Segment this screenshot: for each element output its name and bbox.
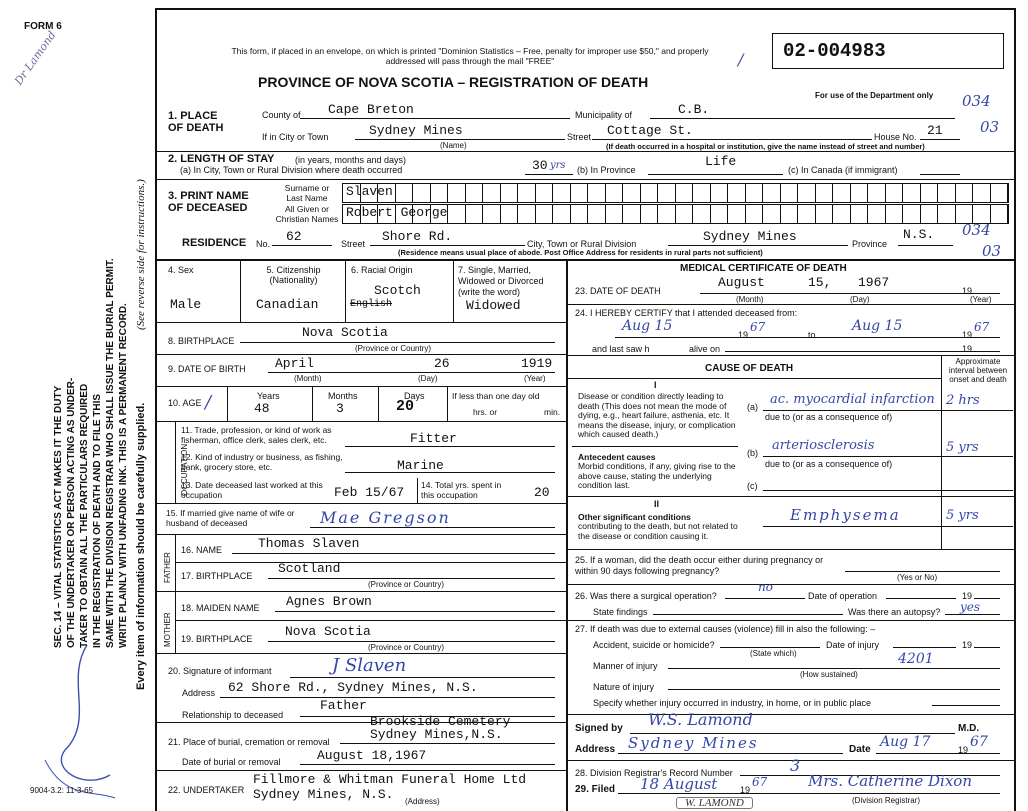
- dod-month: August: [718, 275, 765, 290]
- q28-label: 28. Division Registrar's Record Number: [575, 768, 733, 778]
- burial-place-label: 21. Place of burial, cremation or removal: [168, 737, 330, 747]
- antecedent-desc: Morbid conditions, if any, giving rise to the above cause, stating the underlying condition last.: [578, 461, 736, 490]
- dob-year: 1919: [521, 356, 553, 371]
- days-label: Days: [404, 391, 425, 401]
- house-value: 21: [927, 123, 943, 138]
- age-mark: /: [205, 392, 212, 413]
- op-date-label: Date of operation: [808, 591, 878, 601]
- md-label: M.D.: [958, 723, 980, 734]
- municipality-label: Municipality of: [575, 110, 633, 120]
- cause-b-value: arteriosclerosis: [772, 438, 875, 453]
- dod-day: 15,: [808, 275, 832, 290]
- surname-label: Surname or Last Name: [284, 183, 330, 203]
- dept-code-2: 03: [980, 118, 1000, 136]
- side-text-6: WRITE PLAINLY WITH UNFADING INK. THIS IS A PERMANENT RECORD.: [118, 303, 129, 648]
- undertaker-label: 22. UNDERTAKER: [168, 785, 245, 795]
- dept-code-3: 034: [962, 221, 991, 239]
- county-label: County of: [262, 110, 301, 120]
- cause-a-interval: 2 hrs: [946, 393, 980, 408]
- nature-label: Nature of injury: [593, 682, 655, 692]
- given-label: All Given or Christian Names: [275, 204, 339, 224]
- mail-notice: This form, if placed in an envelope, on which is printed "Dominion Statistics – Free, penalty for improper use $50," and properly addressed will pass through the mail "FREE": [231, 46, 709, 66]
- undertaker-addr-cap: (Address): [405, 797, 440, 806]
- stay-a-label: (a) In City, Town or Rural Division where death occurred: [180, 165, 403, 175]
- reg-number-box: [772, 33, 1004, 69]
- min-label: min.: [544, 407, 561, 417]
- stay-b-value: Life: [705, 154, 737, 169]
- mother-bp-value: Nova Scotia: [285, 624, 371, 639]
- street-label: Street: [567, 132, 592, 142]
- other-value: Emphysema: [790, 506, 901, 524]
- dob-month-cap: (Month): [294, 374, 322, 383]
- findings-label: State findings: [593, 607, 648, 617]
- street-value: Cottage St.: [607, 123, 693, 138]
- certify-from-19: 19: [738, 330, 749, 340]
- alive-label: alive on: [689, 344, 721, 354]
- stay-label: 2. LENGTH OF STAY: [168, 153, 275, 165]
- q26-label: 26. Was there a surgical operation?: [575, 591, 717, 601]
- accident-label: Accident, suicide or homicide?: [593, 640, 715, 650]
- dept-code-1: 034: [962, 92, 991, 110]
- burial-date-label: Date of burial or removal: [182, 757, 281, 767]
- certify-to-19: 19: [962, 330, 973, 340]
- res-province-label: Province: [852, 239, 888, 249]
- res-province-value: N.S.: [903, 227, 935, 242]
- father-bp-cap: (Province or Country): [368, 580, 445, 589]
- dob-month: April: [275, 356, 315, 371]
- q29-19: 19: [740, 785, 751, 795]
- dod-year: 1967: [858, 275, 890, 290]
- citizenship-value: Canadian: [256, 297, 319, 312]
- q29-value: 18 August: [640, 775, 718, 793]
- mother-bp-cap: (Province or Country): [368, 643, 445, 652]
- certify-to-label: to: [808, 330, 816, 340]
- cause-b-label: (b): [747, 448, 758, 458]
- sex-value: Male: [170, 297, 202, 312]
- injury-date-label: Date of injury: [826, 640, 880, 650]
- q29-label: 29. Filed: [575, 784, 616, 795]
- sex-label: 4. Sex: [168, 265, 194, 275]
- slash-mark: /: [738, 50, 744, 69]
- spouse-value: Mae Gregson: [320, 508, 451, 527]
- op-date-19: 19: [962, 591, 973, 601]
- q25-yes-no: (Yes or No): [897, 573, 938, 582]
- stay-sub: (in years, months and days): [295, 155, 407, 165]
- registrar-caption: (Division Registrar): [852, 796, 921, 805]
- house-label: House No.: [874, 132, 917, 142]
- years-label: Years: [257, 391, 280, 401]
- father-bp-label: 17. BIRTHPLACE: [181, 571, 253, 581]
- side-text-4: IN THE REGISTRATION OF DEATH AND TO FILE THIS: [92, 393, 103, 648]
- certify-to: Aug 15: [852, 318, 903, 334]
- stay-b-label: (b) In Province: [577, 165, 636, 175]
- birthplace-value: Nova Scotia: [302, 325, 388, 340]
- alive-19: 19: [962, 344, 973, 354]
- dod-19: 19: [962, 286, 973, 296]
- cause-a-label: (a): [747, 402, 758, 412]
- informant-addr-value: 62 Shore Rd., Sydney Mines, N.S.: [228, 680, 478, 695]
- cause-title: CAUSE OF DEATH: [705, 363, 794, 374]
- informant-sig: J Slaven: [332, 655, 407, 676]
- hospital-note: (If death occurred in a hospital or institution, give the name instead of street and number): [606, 142, 925, 151]
- occupation-side: OCCUPATION: [180, 443, 189, 496]
- left-border: [155, 8, 157, 811]
- marital-label: 7. Single, Married, Widowed or Divorced (write the word): [458, 265, 544, 297]
- city-label: If in City or Town: [262, 132, 329, 142]
- q29-year: 67: [752, 775, 768, 789]
- state-which: (State which): [750, 649, 797, 658]
- trade-label: 11. Trade, profession, or kind of work as fisherman, office clerk, sales clerk, etc.: [181, 425, 332, 445]
- roman-i: I: [654, 380, 657, 390]
- res-no-value: 62: [286, 229, 302, 244]
- racial-struck: English: [350, 299, 393, 310]
- autopsy-label: Was there an autopsy?: [848, 607, 941, 617]
- hrs-label: hrs. or: [473, 407, 498, 417]
- name-label: 3. PRINT NAME OF DECEASED: [168, 190, 249, 214]
- address-label: Address: [575, 744, 616, 755]
- registrar-signature: Mrs. Catherine Dixon: [808, 772, 972, 790]
- maiden-label: 18. MAIDEN NAME: [181, 603, 260, 613]
- undertaker-name: Fillmore & Whitman Funeral Home Ltd: [253, 772, 527, 787]
- dob-year-cap: (Year): [524, 374, 546, 383]
- certify-from-year: 67: [750, 320, 766, 334]
- q27-label: 27. If death was due to external causes (violence) fill in also the following: –: [575, 624, 876, 634]
- res-street-label: Street: [341, 239, 366, 249]
- due-label-2: due to (or as a consequence of): [765, 459, 893, 469]
- print-code: 9004-3.2: 11-3-65: [30, 786, 94, 795]
- medical-title: MEDICAL CERTIFICATE OF DEATH: [680, 263, 847, 274]
- informant-sig-label: 20. Signature of informant: [168, 666, 272, 676]
- name-caption: (Name): [440, 141, 467, 150]
- dod-label: 23. DATE OF DEATH: [575, 286, 661, 296]
- how-sustained: (How sustained): [800, 670, 858, 679]
- cause-c-label: (c): [747, 481, 758, 491]
- manner-value: 4201: [898, 651, 934, 667]
- res-no-label: No.: [256, 239, 271, 249]
- side-text-5: SAME WITH THE DIVISION REGISTRAR WHO SHALL ISSUE THE BURIAL PERMIT.: [105, 258, 116, 648]
- signed-label: Signed by: [575, 723, 623, 734]
- stay-a-value: 30: [532, 158, 548, 173]
- spouse-label: 15. If married give name of wife or husband of deceased: [166, 508, 295, 528]
- last-worked-value: Feb 15/67: [334, 485, 405, 500]
- citizenship-label: 5. Citizenship (Nationality): [266, 265, 321, 285]
- age-years: 48: [254, 401, 270, 416]
- lt-day-label: If less than one day old: [452, 391, 540, 401]
- dod-day-cap: (Day): [850, 295, 870, 304]
- manner-label: Manner of injury: [593, 661, 658, 671]
- residence-label: RESIDENCE: [182, 237, 247, 249]
- registrar-stamp: W. LAMOND: [676, 797, 753, 809]
- marital-value: Widowed: [466, 298, 521, 313]
- birthplace-caption: (Province or Country): [355, 344, 432, 353]
- informant-addr-label: Address: [182, 688, 216, 698]
- certify-from: Aug 15: [622, 318, 673, 334]
- form-number: FORM 6: [24, 21, 62, 32]
- side-text-1: SEC. 14 – VITAL STATISTICS ACT MAKES IT THE DUTY: [53, 385, 64, 648]
- father-name-value: Thomas Slaven: [258, 536, 360, 551]
- trade-value: Fitter: [410, 431, 457, 446]
- county-value: Cape Breton: [328, 102, 414, 117]
- specify-label: Specify whether injury occurred in industry, in home, or in public place: [593, 698, 871, 708]
- res-street-value: Shore Rd.: [382, 229, 453, 244]
- maiden-value: Agnes Brown: [286, 594, 372, 609]
- date-19: 19: [958, 745, 969, 755]
- date-value: Aug 17: [880, 734, 931, 750]
- dob-day-cap: (Day): [418, 374, 438, 383]
- certify-label: 24. I HEREBY CERTIFY that I attended deceased from:: [575, 308, 798, 318]
- dept-use-label: For use of the Department only: [815, 91, 934, 100]
- municipality-value: C.B.: [678, 102, 710, 117]
- last-saw-label: and last saw h: [592, 344, 650, 354]
- signed-value: W.S. Lamond: [648, 710, 753, 729]
- age-days: 20: [396, 398, 415, 415]
- cause-a-value: ac. myocardial infarction: [770, 392, 935, 407]
- place-label: 1. PLACE OF DEATH: [168, 110, 224, 134]
- mother-bp-label: 19. BIRTHPLACE: [181, 634, 253, 644]
- industry-label: 12. Kind of industry or business, as fishing, bank, grocery store, etc.: [181, 452, 343, 472]
- months-label: Months: [328, 391, 358, 401]
- age-label: 10. AGE: [168, 398, 202, 408]
- cause-b-interval: 5 yrs: [946, 440, 979, 455]
- racial-value: Scotch: [374, 283, 421, 298]
- side-text-2: OF THE UNDERTAKER OR PERSON ACTING AS UNDER-: [66, 377, 77, 648]
- stay-a-hand: yrs: [550, 160, 566, 171]
- margin-scribble: [25, 640, 135, 805]
- reg-number: 02-004983: [783, 40, 886, 62]
- side-text-careful: Every item of information should be carefully supplied.: [135, 402, 147, 690]
- industry-value: Marine: [397, 458, 444, 473]
- q26-value: no: [758, 580, 773, 594]
- certify-to-year: 67: [974, 320, 990, 334]
- birthplace-label: 8. BIRTHPLACE: [168, 336, 235, 346]
- interval-label: Approximate interval between onset and death: [948, 357, 1008, 384]
- dod-month-cap: (Month): [736, 295, 764, 304]
- res-city-label: City, Town or Rural Division: [527, 239, 637, 249]
- injury-date-19: 19: [962, 640, 973, 650]
- date-label: Date: [849, 744, 871, 755]
- mother-side: MOTHER: [163, 612, 172, 647]
- other-interval: 5 yrs: [946, 508, 979, 523]
- side-text-3: TAKER TO OBTAIN ALL THE PARTICULARS REQUIRED: [79, 383, 90, 648]
- roman-ii: II: [654, 499, 660, 509]
- residence-note: (Residence means usual place of abode. Post Office Address for residents in rural parts not sufficient): [398, 248, 763, 257]
- burial-place-1: Brookside Cemetery: [370, 714, 511, 729]
- due-label-1: due to (or as a consequence of): [765, 412, 893, 422]
- dod-year-cap: (Year): [970, 295, 992, 304]
- side-text-instructions: (See reverse side for instructions.): [135, 179, 147, 330]
- q25-label: 25. If a woman, did the death occur either during pregnancy or within 90 days following pregnancy?: [575, 555, 824, 576]
- father-bp-value: Scotland: [278, 561, 341, 576]
- antecedent-label: Antecedent causes: [578, 452, 656, 462]
- surname-value: Slaven: [346, 184, 393, 199]
- date-year: 67: [970, 734, 988, 750]
- age-months: 3: [336, 401, 344, 416]
- relationship-label: Relationship to deceased: [182, 710, 284, 720]
- other-desc: contributing to the death, but not related to the disease or condition causing it.: [578, 521, 738, 541]
- dob-label: 9. DATE OF BIRTH: [168, 364, 246, 374]
- total-label: 14. Total yrs. spent in this occupation: [421, 480, 502, 500]
- father-name-label: 16. NAME: [181, 545, 223, 555]
- relationship-value: Father: [320, 698, 367, 713]
- address-value: Sydney Mines: [628, 734, 759, 752]
- dept-code-4: 03: [982, 242, 1002, 260]
- racial-label: 6. Racial Origin: [351, 265, 413, 275]
- burial-place-2: Sydney Mines,N.S.: [370, 727, 503, 742]
- given-value: Robert George: [346, 205, 448, 220]
- autopsy-value: yes: [960, 600, 981, 614]
- other-label: Other significant conditions: [578, 512, 691, 522]
- total-value: 20: [534, 485, 550, 500]
- undertaker-addr: Sydney Mines, N.S.: [253, 787, 394, 802]
- city-value: Sydney Mines: [369, 123, 463, 138]
- disease-label: Disease or condition directly leading to death (This does not mean the mode of dying, e.g., heart failure, asthenia, etc. It means the disease, injury, or complication which caused death.): [578, 391, 736, 439]
- last-worked-label: 13. Date deceased last worked at this occupation: [181, 480, 323, 500]
- right-border: [1014, 8, 1016, 811]
- top-border: [155, 8, 1015, 10]
- res-city-value: Sydney Mines: [703, 229, 797, 244]
- surname-cells: [342, 183, 1009, 203]
- form-title: PROVINCE OF NOVA SCOTIA – REGISTRATION OF DEATH: [258, 74, 649, 90]
- father-side: FATHER: [163, 552, 172, 583]
- burial-date-value: August 18,1967: [317, 748, 427, 763]
- margin-note: Dr Lamond: [12, 28, 59, 88]
- q28-value: 3: [790, 756, 801, 775]
- dob-day: 26: [434, 356, 450, 371]
- stay-c-label: (c) In Canada (if immigrant): [788, 165, 898, 175]
